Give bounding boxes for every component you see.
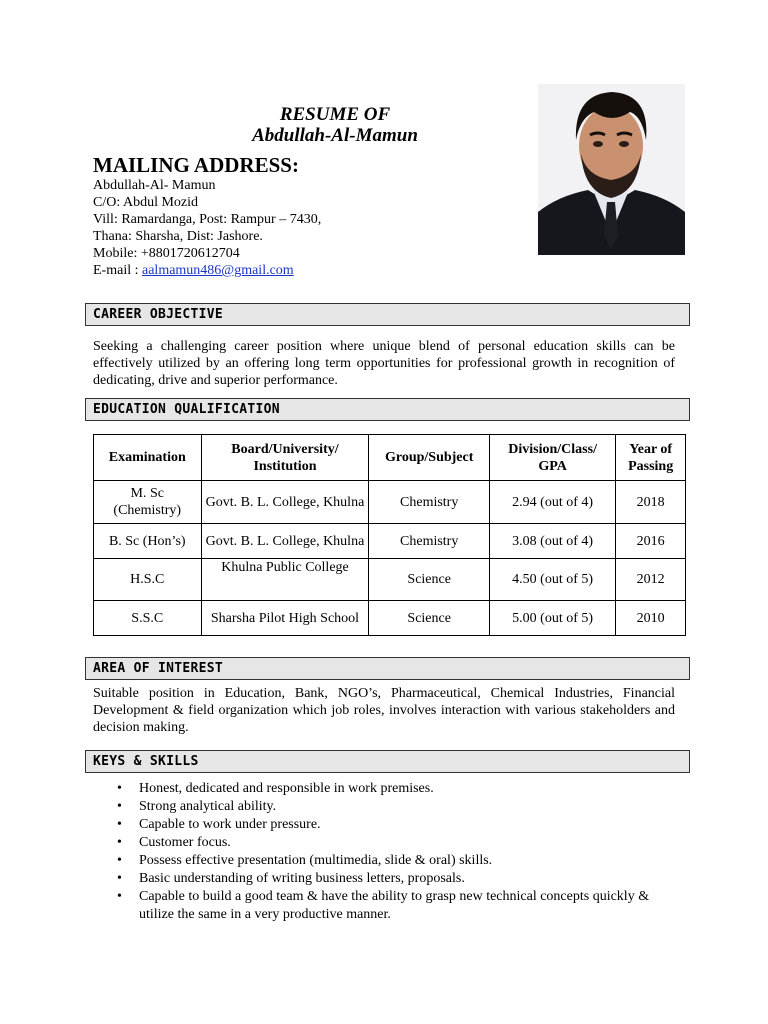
list-item: • Capable to build a good team & have the ability to grasp new technical concepts quickly & utilize the same in a very productive manner. [115, 888, 685, 924]
profile-photo [538, 84, 685, 255]
cell-institution: Govt. B. L. College, Khulna [201, 481, 369, 524]
cell-gpa: 4.50 (out of 5) [489, 559, 615, 601]
career-objective-heading: CAREER OBJECTIVE [85, 303, 690, 326]
col-institution: Board/University/ Institution [201, 435, 369, 481]
cell-subject: Chemistry [369, 481, 490, 524]
list-item: • Customer focus. [115, 834, 685, 852]
table-row [94, 481, 686, 524]
col-year: Year of Passing [616, 435, 686, 481]
cell-subject: Science [369, 601, 490, 636]
cell-examination: H.S.C [94, 559, 202, 601]
cell-examination: B. Sc (Hon’s) [94, 524, 202, 559]
cell-year: 2010 [616, 601, 686, 636]
area-of-interest-text: Suitable position in Education, Bank, NGO’s, Pharmaceutical, Chemical Industries, Financial Development & field organization which job roles, involves interaction with various stakeholders and decision making. [93, 686, 675, 735]
education-table [93, 434, 686, 636]
email-line [93, 262, 321, 279]
cell-gpa: 2.94 (out of 4) [489, 481, 615, 524]
area-of-interest-heading: AREA OF INTEREST [85, 657, 690, 680]
cell-gpa: 3.08 (out of 4) [489, 524, 615, 559]
education-qualification-heading: EDUCATION QUALIFICATION [85, 398, 690, 421]
col-examination: Examination [94, 435, 202, 481]
list-item: • Honest, dedicated and responsible in work premises. [115, 780, 685, 798]
applicant-name: Abdullah-Al-Mamun [252, 125, 418, 146]
skills-list [115, 780, 685, 924]
cell-examination: M. Sc (Chemistry) [94, 481, 202, 524]
cell-gpa: 5.00 (out of 5) [489, 601, 615, 636]
email-label: E-mail : [93, 263, 142, 278]
cell-institution: Khulna Public College [201, 559, 369, 601]
col-group-subject: Group/Subject [369, 435, 490, 481]
table-row [94, 524, 686, 559]
career-objective-text: Seeking a challenging career position where unique blend of personal education skills can be effectively utilized by an offering long term opportunities for professional growth in recognition of dedicating, drive and superior performance. [93, 339, 675, 388]
address-line: Abdullah-Al- Mamun [93, 178, 216, 193]
cell-examination: S.S.C [94, 601, 202, 636]
email-link[interactable]: aalmamun486@gmail.com [142, 263, 294, 278]
cell-subject: Chemistry [369, 524, 490, 559]
cell-institution: Govt. B. L. College, Khulna [201, 524, 369, 559]
resume-title [180, 104, 490, 146]
cell-year: 2016 [616, 524, 686, 559]
list-item: • Possess effective presentation (multimedia, slide & oral) skills. [115, 852, 685, 870]
resume-of-label: RESUME OF [279, 104, 391, 125]
table-header-row [94, 435, 686, 481]
list-item: • Basic understanding of writing business letters, proposals. [115, 870, 685, 888]
address-line: C/O: Abdul Mozid [93, 195, 199, 210]
col-gpa: Division/Class/ GPA [489, 435, 615, 481]
profile-photo-image [538, 84, 685, 255]
table-row [94, 601, 686, 636]
mailing-address-heading: MAILING ADDRESS: [93, 153, 299, 177]
cell-subject: Science [369, 559, 490, 601]
keys-skills-heading: KEYS & SKILLS [85, 750, 690, 773]
address-line: Vill: Ramardanga, Post: Rampur – 7430, [93, 212, 322, 227]
cell-year: 2012 [616, 559, 686, 601]
address-line: Thana: Sharsha, Dist: Jashore. [93, 229, 263, 244]
mobile-line: Mobile: +8801720612704 [93, 246, 240, 261]
list-item: • Capable to work under pressure. [115, 816, 685, 834]
cell-institution: Sharsha Pilot High School [201, 601, 369, 636]
mailing-address-block [93, 177, 321, 279]
cell-year: 2018 [616, 481, 686, 524]
list-item: • Strong analytical ability. [115, 798, 685, 816]
table-row [94, 559, 686, 601]
